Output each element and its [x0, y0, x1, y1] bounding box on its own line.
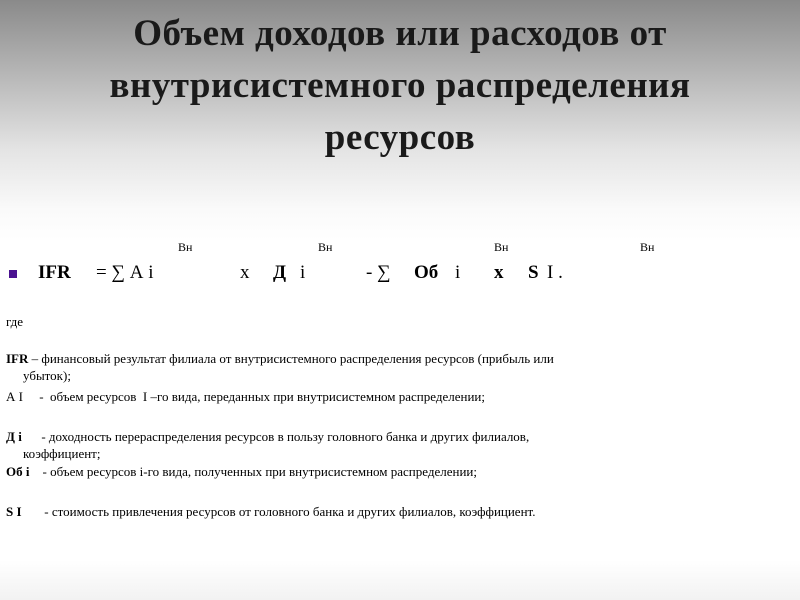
slide-title	[20, 8, 780, 164]
formula-lhs: IFR	[38, 262, 71, 283]
bullet-icon	[9, 270, 17, 278]
formula-i-1: i	[300, 262, 306, 283]
superscript-3: Вн	[494, 240, 509, 254]
definition-ob	[6, 463, 726, 480]
definition-ifr	[6, 350, 726, 384]
definition-continuation: коэффициент;	[23, 446, 101, 461]
formula-d: Д	[273, 262, 287, 283]
definition-text: - стоимость привлечения ресурсов от головного банка и других филиалов, коэффициент.	[21, 504, 536, 519]
formula-tail: I .	[547, 262, 563, 283]
definition-text: - доходность перераспределения ресурсов в пользу головного банка и других филиалов,	[21, 429, 530, 444]
superscript-4: Вн	[640, 240, 655, 254]
definition-term: Об i	[6, 464, 30, 479]
formula-i-2: i	[455, 262, 461, 283]
definition-text: – финансовый результат филиала от внутрисистемного распределения ресурсов (прибыль или	[28, 351, 554, 366]
definition-term: IFR	[6, 351, 29, 366]
title-line-3: ресурсов	[324, 117, 476, 158]
definition-text: - объем ресурсов I –го вида, переданных при внутрисистемном распределении;	[22, 389, 485, 404]
formula-times-2: х	[494, 262, 504, 283]
formula-times-1: х	[240, 262, 250, 283]
definition-d	[6, 428, 726, 462]
where-label: где	[6, 314, 24, 329]
title-line-1: Объем доходов или расходов от	[133, 13, 667, 54]
definition-text: - объем ресурсов i-го вида, полученных при внутрисистемном распределении;	[29, 464, 477, 479]
formula	[0, 260, 800, 290]
definition-term: Д i	[6, 429, 22, 444]
formula-ob: Об	[414, 262, 439, 283]
definition-continuation: убыток);	[23, 368, 71, 383]
formula-s: S	[528, 262, 539, 283]
definition-term: А I	[6, 389, 23, 404]
definition-s	[6, 503, 726, 520]
definition-a	[6, 388, 726, 405]
title-line-2: внутрисистемного распределения	[109, 65, 691, 106]
formula-minus-sum: - ∑	[366, 262, 391, 283]
formula-sum-a: = ∑ А i	[96, 262, 154, 283]
superscript-1: Вн	[178, 240, 193, 254]
definition-term: S I	[6, 504, 22, 519]
superscript-2: Вн	[318, 240, 333, 254]
